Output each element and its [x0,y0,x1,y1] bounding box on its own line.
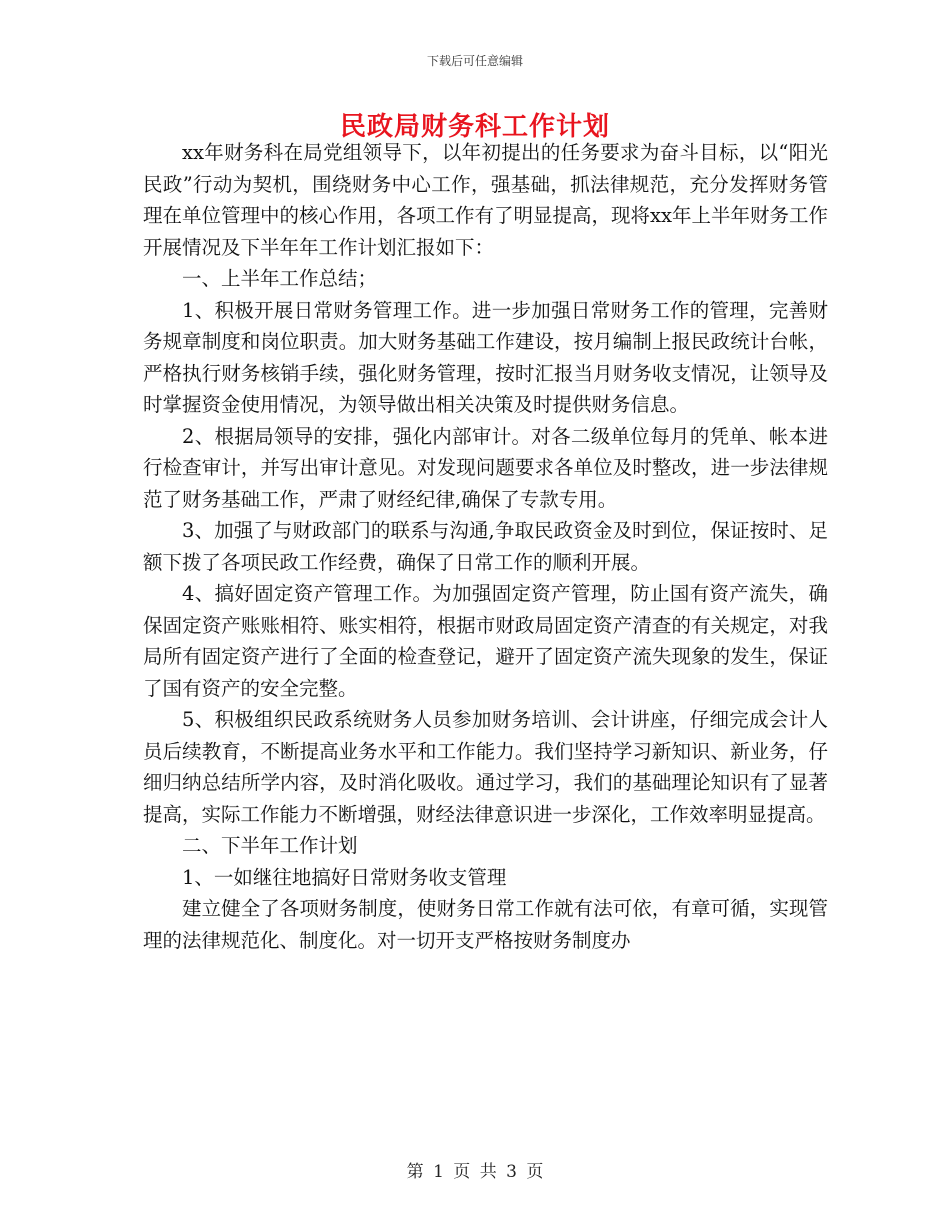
paragraph-item-3: 3、加强了与财政部门的联系与沟通,争取民政资金及时到位，保证按时、足额下拨了各项民政工作经费，确保了日常工作的顺利开展。 [143,519,828,574]
section-heading-summary: 一、上半年工作总结； [182,267,378,290]
section-heading-plan: 二、下半年工作计划 [182,834,358,857]
plan-item-1-heading: 1、一如继往地搞好日常财务收支管理 [182,865,507,889]
paragraph-item-2: 2、根据局领导的安排，强化内部审计。对各二级单位每月的凭单、帐本进行检查审计，并写出审计意见。对发现问题要求各单位及时整改，进一步法律规范了财务基础工作，严肃了财经纪律,确保了专款专用。 [143,424,828,511]
document-title: 民政局财务科工作计划 [339,112,610,142]
paragraph-intro: xx年财务科在局党组领导下，以年初提出的任务要求为奋斗目标，以“阳光民政”行动为契机，围绕财务中心工作，强基础，抓法律规范，充分发挥财务管理在单位管理中的核心作用，各项工作有了明显提高，现将xx年上半年财务工作开展情况及下半年年工作计划汇报如下： [143,141,828,259]
header-note: 下载后可任意编辑 [426,54,523,68]
paragraph-item-4: 4、搞好固定资产管理工作。为加强固定资产管理，防止国有资产流失，确保固定资产账账相符、账实相符，根据市财政局固定资产清查的有关规定，对我局所有固定资产进行了全面的检查登记，避开了固定资产流失现象的发生，保证了国有资产的安全完整。 [143,582,828,700]
paragraph-plan-1: 建立健全了各项财务制度，使财务日常工作就有法可依，有章可循，实现管理的法律规范化、制度化。对一切开支严格按财务制度办 [143,897,828,952]
document-body [143,137,828,956]
paragraph-item-1: 1、积极开展日常财务管理工作。进一步加强日常财务工作的管理，完善财务规章制度和岗位职责。加大财务基础工作建设，按月编制上报民政统计台帐，严格执行财务核销手续，强化财务管理，按时汇报当月财务收支情况，让领导及时掌握资金使用情况，为领导做出相关决策及时提供财务信息。 [143,298,828,416]
paragraph-item-5: 5、积极组织民政系统财务人员参加财务培训、会计讲座，仔细完成会计人员后续教育，不断提高业务水平和工作能力。我们坚持学习新知识、新业务，仔细归纳总结所学内容，及时消化吸收。通过学习，我们的基础理论知识有了显著提高，实际工作能力不断增强，财经法律意识进一步深化，工作效率明显提高。 [143,708,828,826]
page-indicator: 第 1 页 共 3 页 [406,1162,544,1182]
